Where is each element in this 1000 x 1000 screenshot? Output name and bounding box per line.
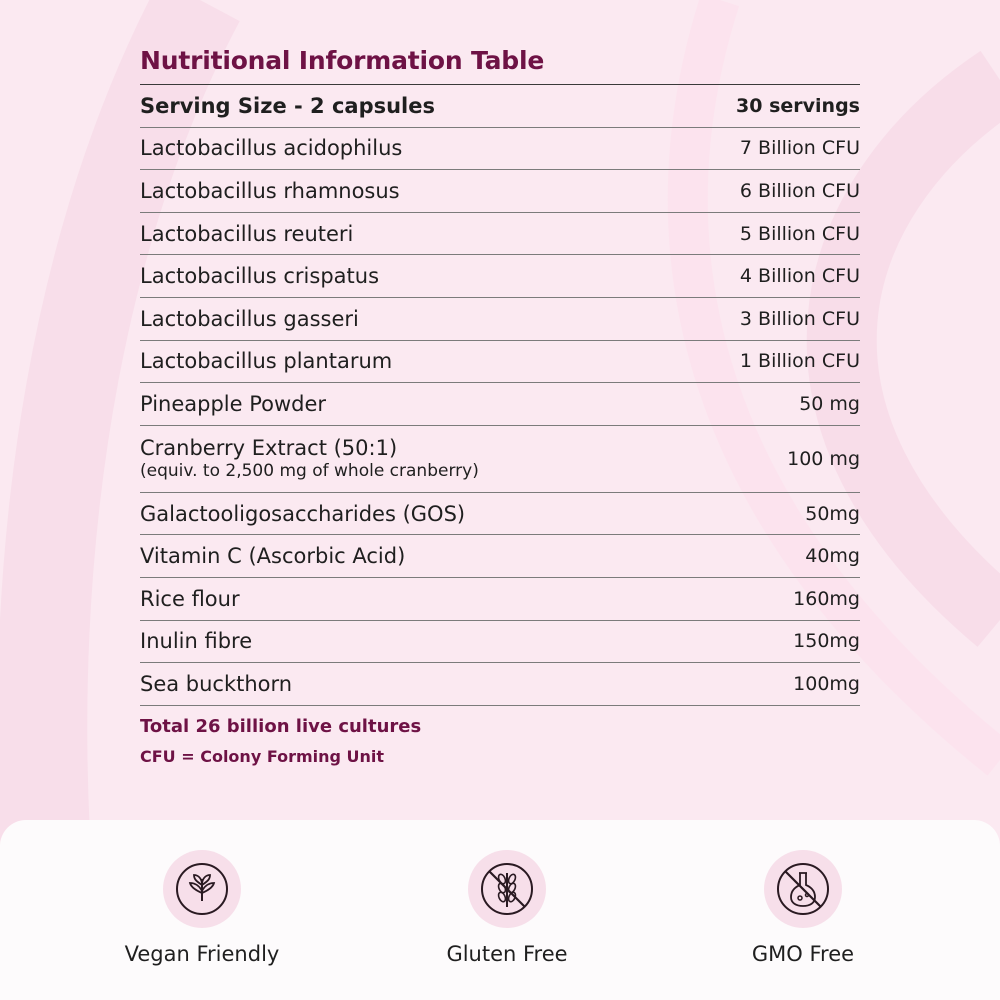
nutrient-name-cell — [140, 264, 379, 288]
nutrient-subnote: (equiv. to 2,500 mg of whole cranberry) — [140, 460, 479, 481]
nutrient-name-cell — [140, 349, 392, 373]
badge-vegan-friendly — [82, 850, 322, 966]
nutrient-name-cell — [140, 179, 400, 203]
nutrient-name: Lactobacillus plantarum — [140, 349, 393, 374]
nutrient-amount: 50mg — [805, 502, 860, 525]
nutrient-name-cell — [140, 392, 326, 416]
nutrient-amount: 40mg — [805, 545, 860, 568]
nutrient-row — [140, 170, 860, 213]
nutrient-name: Lactobacillus rhamnosus — [140, 178, 400, 203]
nutrient-name-cell — [140, 629, 252, 653]
nutrient-name: Rice flour — [140, 586, 240, 611]
nutrient-name-cell — [140, 587, 240, 611]
nutrient-name-cell — [140, 672, 292, 696]
nutrient-amount: 100 mg — [787, 447, 860, 470]
nutrient-name: Lactobacillus gasseri — [140, 306, 359, 331]
page-title: Nutritional Information Table — [140, 46, 545, 75]
nutrient-amount: 1 Billion CFU — [739, 350, 860, 373]
nutrient-row — [140, 128, 860, 171]
badge-gmo-free — [683, 850, 923, 966]
nutrient-amount: 3 Billion CFU — [739, 307, 860, 330]
nutrient-row — [140, 298, 860, 341]
badge-label: Gluten Free — [446, 942, 568, 966]
nutrient-row — [140, 426, 860, 493]
nutrient-row — [140, 578, 860, 621]
nutrient-name-cell — [140, 307, 359, 331]
nutrient-amount: 160mg — [793, 587, 860, 610]
nutrient-amount: 50 mg — [799, 392, 860, 415]
total-cultures-note: Total 26 billion live cultures — [140, 715, 422, 737]
nutrition-panel — [140, 38, 860, 766]
nutrient-name-cell — [140, 222, 353, 246]
wheat-crossed-icon — [468, 850, 546, 928]
serving-size-label: Serving Size - 2 capsules — [140, 93, 435, 118]
nutrient-name-cell — [140, 502, 465, 526]
nutrient-row — [140, 663, 860, 706]
nutrient-name-cell — [140, 436, 479, 482]
nutrient-amount: 4 Billion CFU — [739, 265, 860, 288]
nutrient-row — [140, 341, 860, 384]
nutrient-name: Pineapple Powder — [140, 391, 327, 416]
nutrient-name: Inulin fibre — [140, 629, 253, 654]
nutrient-amount: 6 Billion CFU — [739, 179, 860, 202]
nutrient-name-cell — [140, 136, 402, 160]
flask-crossed-icon — [764, 850, 842, 928]
nutrient-row — [140, 213, 860, 256]
nutrient-name: Lactobacillus acidophilus — [140, 136, 403, 161]
nutrient-amount: 7 Billion CFU — [739, 137, 860, 160]
nutrient-name: Sea buckthorn — [140, 671, 293, 696]
nutrition-table — [140, 84, 860, 706]
nutrient-name-cell — [140, 544, 405, 568]
badge-gluten-free — [387, 850, 627, 966]
badge-label: Vegan Friendly — [124, 942, 280, 966]
nutrient-name: Vitamin C (Ascorbic Acid) — [140, 544, 406, 569]
nutrient-name: Galactooligosaccharides (GOS) — [140, 501, 466, 526]
badge-label: GMO Free — [751, 942, 855, 966]
serving-size-row — [140, 85, 860, 128]
nutrient-name: Lactobacillus reuteri — [140, 221, 354, 246]
nutrient-name: Cranberry Extract (50:1) — [140, 435, 398, 460]
nutrient-name: Lactobacillus crispatus — [140, 264, 380, 289]
servings-count: 30 servings — [736, 94, 860, 117]
nutrient-row — [140, 383, 860, 426]
nutrient-row — [140, 493, 860, 536]
cfu-definition-note: CFU = Colony Forming Unit — [140, 746, 385, 766]
nutrient-row — [140, 621, 860, 664]
nutrient-row — [140, 535, 860, 578]
nutrient-amount: 100mg — [793, 672, 860, 695]
leaf-icon — [163, 850, 241, 928]
nutrient-amount: 150mg — [793, 630, 860, 653]
nutrient-row — [140, 255, 860, 298]
nutrient-amount: 5 Billion CFU — [739, 222, 860, 245]
badges-footer — [0, 820, 1000, 1000]
